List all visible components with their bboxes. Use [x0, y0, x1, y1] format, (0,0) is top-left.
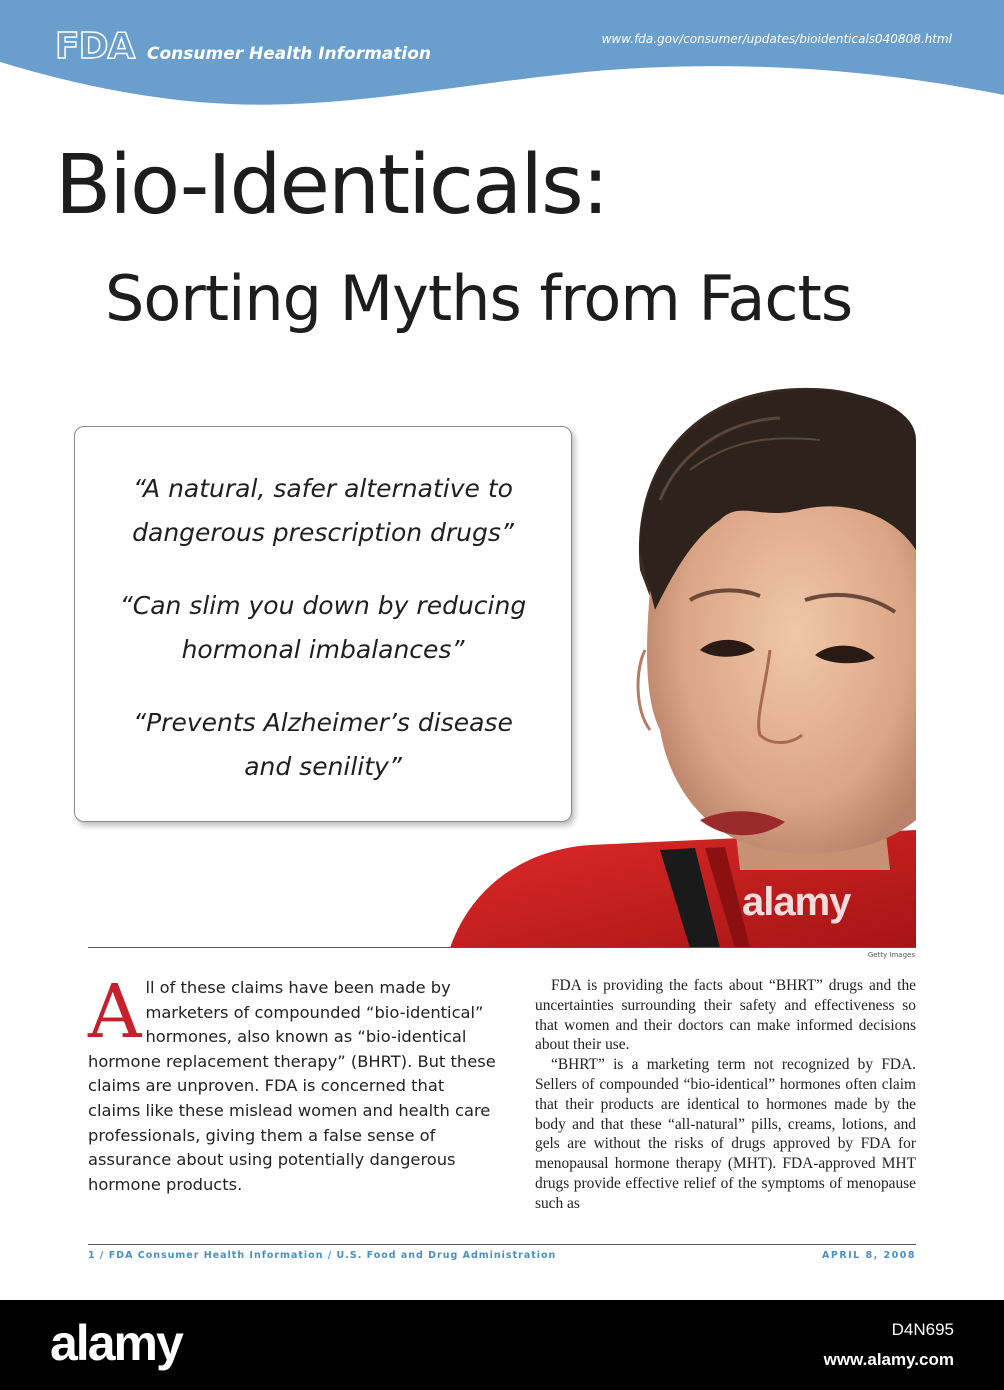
- stock-image-id: D4N695: [891, 1320, 954, 1339]
- quote-1-line-1: “A natural, safer alternative to: [133, 474, 513, 503]
- left-column-text: ll of these claims have been made by marketers of compounded “bio-identical” hormones, also known as “bio-identical hormone replacement therapy” (BHRT). But these claims are unproven. FDA is concerned that claims like these mislead women and health care professionals, giving them a false sense of assurance about using potentially dangerous hormone products.: [88, 978, 496, 1194]
- fda-logo: FDA: [55, 26, 135, 67]
- footer-date: APRIL 8, 2008: [822, 1250, 916, 1261]
- photo-watermark: alamy: [742, 880, 851, 924]
- divider-top: [88, 947, 916, 948]
- right-paragraph-2: “BHRT” is a marketing term not recognized by FDA. Sellers of compounded “bio-identical” hormones often claim that their products are identical to hormones made by the body and that these “all-natural” pills, creams, lotions, and gels are without the risks of drugs approved by FDA for menopausal hormone therapy (MHT). FDA-approved MHT drugs provide effective relief of the symptoms of menopause such as: [535, 1056, 916, 1212]
- quote-3: [75, 701, 571, 789]
- header-title: Consumer Health Information: [147, 44, 432, 64]
- right-paragraph-1: FDA is providing the facts about “BHRT” drugs and the uncertainties surrounding their safety and effectiveness so that women and their doctors can make informed decisions about their use.: [535, 977, 916, 1054]
- stock-logo: alamy: [50, 1315, 182, 1371]
- quote-3-line-1: “Prevents Alzheimer’s disease: [133, 708, 513, 737]
- quote-1: [75, 467, 571, 555]
- quote-2: [75, 584, 571, 672]
- left-column: [88, 969, 500, 1197]
- quote-3-line-2: and senility”: [244, 752, 402, 781]
- quote-2-line-1: “Can slim you down by reducing: [119, 591, 527, 620]
- right-column: [535, 976, 916, 1214]
- quote-box: [74, 426, 572, 822]
- divider-bottom: [88, 1244, 916, 1245]
- photo-credit: Getty Images: [867, 951, 915, 959]
- quote-2-line-2: hormonal imbalances”: [181, 635, 465, 664]
- page-subtitle: Sorting Myths from Facts: [105, 262, 853, 335]
- page-title: Bio-Identicals:: [55, 138, 608, 233]
- header-url[interactable]: www.fda.gov/consumer/updates/bioidenticals040808.html: [601, 32, 952, 46]
- stock-footer-bar: [0, 1300, 1004, 1390]
- drop-cap: A: [88, 969, 142, 1055]
- stock-site-url[interactable]: www.alamy.com: [823, 1350, 954, 1369]
- quote-1-line-2: dangerous prescription drugs”: [132, 518, 514, 547]
- footer-source: 1 / FDA Consumer Health Information / U.S. Food and Drug Administration: [88, 1250, 557, 1261]
